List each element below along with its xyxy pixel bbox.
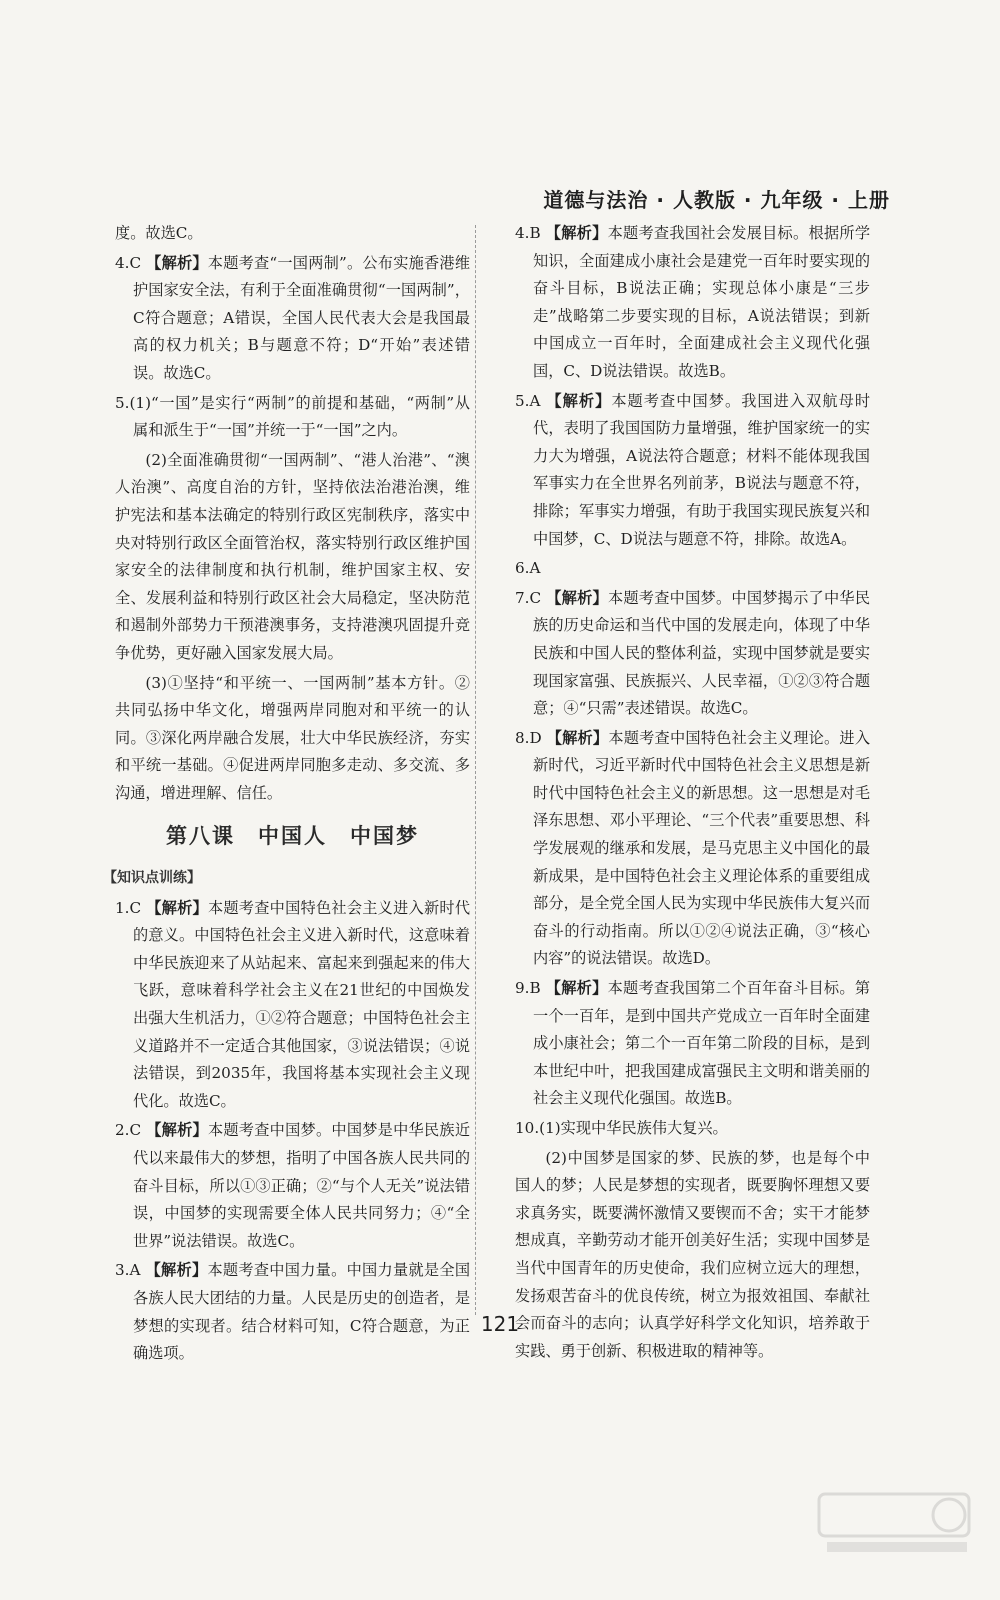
column-divider (475, 225, 476, 1315)
answer-paragraph: (3)①坚持“和平统一、一国两制”基本方针。②共同弘扬中华文化，增强两岸同胞对和平统一的认同。③深化两岸融合发展，壮大中华民族经济，夯实和平统一基础。④促进两岸同胞多走动、多交流、多沟通，增进理解、信任。 (115, 673, 470, 802)
answer-paragraph: (2)中国梦是国家的梦、民族的梦，也是每个中国人的梦；人民是梦想的实现者，既要胸怀理想又要求真务实，既要满怀激情又要锲而不舍；实干才能梦想成真，辛勤劳动才能开创美好生活；实现中国梦是当代中国青年的历史使命，我们应树立远大的理想，发扬艰苦奋斗的优良传统，树立为报效祖国、奉献社会而奋斗的志向；认真学好科学文化知识，培养敢于实践、勇于创新、积极进取的精神等。 (515, 1148, 870, 1360)
answer-item: 5.A 【解析】本题考查中国梦。我国进入双航母时代，表明了我国国防力量增强，维护国家统一的实力大为增强，A说法符合题意；材料不能体现我国军事实力在全世界名列前茅，B说法与题意不符，排除；军事实力增强，有助于我国实现民族复兴和中国梦，C、D说法与题意不符，排除。故选A。 (515, 391, 871, 548)
top-fragment: 度。故选C。 (115, 224, 203, 242)
answer-item: 10.(1)实现中华民族伟大复兴。 (515, 1119, 728, 1137)
answer-item: 8.D 【解析】本题考查中国特色社会主义理论。进入新时代，习近平新时代中国特色社会主义思想是新时代中国特色社会主义的新思想。这一思想是对毛泽东思想、邓小平理论、“三个代表”重要思想、科学发展观的继承和发展，是马克思主义中国化的最新成果，是中国特色社会主义理论体系的重要组成部分，是全党全国人民为实现中华民族伟大复兴而奋斗的行动指南。所以①②④说法正确，③“核心内容”的说法错误。故选D。 (515, 728, 871, 968)
answer-item: 1.C 【解析】本题考查中国特色社会主义进入新时代的意义。中国特色社会主义进入新时代，这意味着中华民族迎来了从站起来、富起来到强起来的伟大飞跃，意味着科学社会主义在21世纪的中国焕发出强大生机活力，①②符合题意；中国特色社会主义道路并不一定适合其他国家，③说法错误；④说法错误，到2035年，我国将基本实现社会主义现代化。故选C。 (115, 898, 471, 1110)
left-column (103, 220, 471, 1370)
right-column (515, 220, 870, 1367)
answer-item: 7.C 【解析】本题考查中国梦。中国梦揭示了中华民族的历史命运和当代中国的发展走向，体现了中华民族和中国人民的整体利益，实现中国梦就是要实现国家富强、民族振兴、人民幸福，①②③符合题意；④“只需”表述错误。故选C。 (515, 588, 871, 718)
section-label: 【知识点训练】 (103, 870, 201, 887)
answer-item: 2.C 【解析】本题考查中国梦。中国梦是中华民族近代以来最伟大的梦想，指明了中国各族人民共同的奋斗目标，所以①③正确；②“与个人无关”说法错误，中国梦的实现需要全体人民共同努力；④“全世界”说法错误。故选C。 (115, 1121, 471, 1250)
answer-item: 4.C 【解析】本题考查“一国两制”。公布实施香港维护国家安全法，有利于全面准确贯彻“一国两制”，C符合题意；A错误，全国人民代表大会是我国最高的权力机关；B与题意不符；D“开始”表述错误。故选C。 (115, 253, 471, 382)
page-header: 道德与法治 · 人教版 · 九年级 · 上册 (543, 188, 890, 212)
answer-item: 5.(1)“一国”是实行“两制”的前提和基础，“两制”从属和派生于“一国”并统一于“一国”之内。 (115, 393, 470, 440)
answer-item: 3.A 【解析】本题考查中国力量。中国力量就是全国各族人民大团结的力量。人民是历史的创造者，是梦想的实现者。结合材料可知，C符合题意，为正确选项。 (115, 1261, 471, 1363)
page-number: 121 (480, 1312, 520, 1336)
answer-item: 6.A (515, 559, 541, 578)
answer-item: 9.B 【解析】本题考查我国第二个百年奋斗目标。第一个一百年，是到中国共产党成立一百年时全面建成小康社会；第二个一百年第二阶段的目标，是到本世纪中叶，把我国建成富强民主文明和谐美丽的社会主义现代化强国。故选B。 (515, 979, 870, 1108)
answer-item: 4.B 【解析】本题考查我国社会发展目标。根据所学知识，全面建成小康社会是建党一百年时要实现的奋斗目标，B说法正确；实现总体小康是“三步走”战略第二步要实现的目标，A说法错误；到新中国成立一百年时，全面建成社会主义现代化强国，C、D说法错误。故选B。 (515, 224, 870, 380)
lesson-title: 第八课 中国人 中国梦 (166, 824, 419, 849)
watermark-logo (817, 1490, 982, 1560)
answer-paragraph: (2)全面准确贯彻“一国两制”、“港人治港”、“澳人治澳”、高度自治的方针，坚持依法治港治澳，维护宪法和基本法确定的特别行政区宪制秩序，落实中央对特别行政区全面管治权，落实特别行政区维护国家安全的法律制度和执行机制，维护国家主权、安全、发展利益和特别行政区社会大局稳定，坚决防范和遏制外部势力干预港澳事务，支持港澳巩固提升竞争优势，更好融入国家发展大局。 (115, 450, 470, 662)
